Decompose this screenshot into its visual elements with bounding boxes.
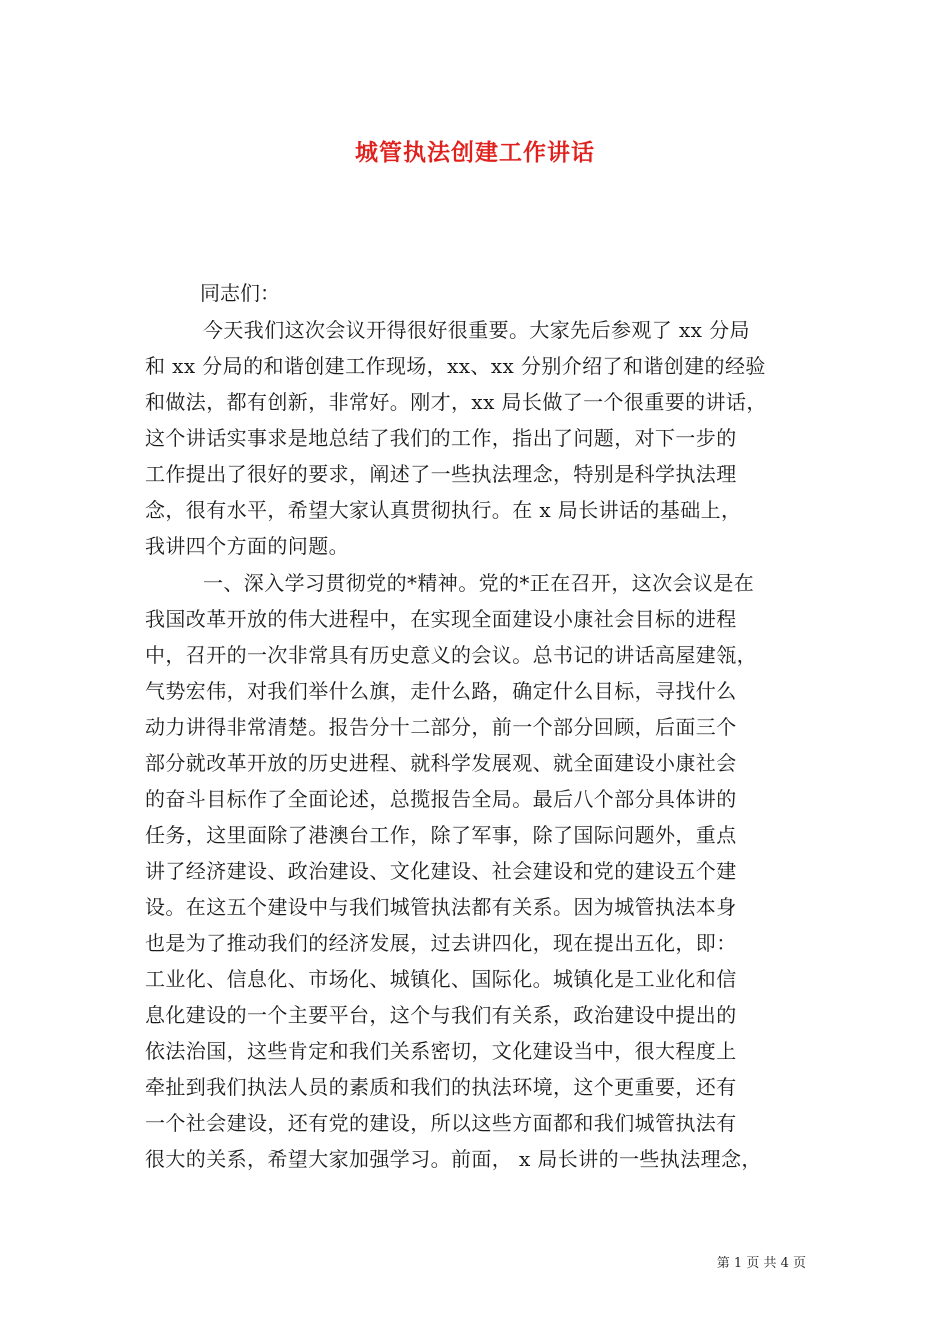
text-line: 一、深入学习贯彻党的*精神。党的*正在召开，这次会议是在 <box>203 571 755 595</box>
text-line: 工业化、信息化、市场化、城镇化、国际化。城镇化是工业化和信 <box>145 967 737 991</box>
text-line: 这个讲话实事求是地总结了我们的工作，指出了问题，对下一步的 <box>145 426 737 450</box>
text-line: 很大的关系，希望大家加强学习。前面， x 局长讲的一些执法理念， <box>145 1147 762 1171</box>
text-line: 讲了经济建设、政治建设、文化建设、社会建设和党的建设五个建 <box>145 859 737 883</box>
text-line: 也是为了推动我们的经济发展，过去讲四化，现在提出五化，即： <box>145 931 737 955</box>
text-line: 息化建设的一个主要平台，这个与我们有关系，政治建设中提出的 <box>145 1003 737 1027</box>
text-line: 念，很有水平，希望大家认真贯彻执行。在 x 局长讲话的基础上， <box>145 498 742 522</box>
text-line: 动力讲得非常清楚。报告分十二部分，前一个部分回顾，后面三个 <box>145 715 737 739</box>
text-line: 依法治国，这些肯定和我们关系密切，文化建设当中，很大程度上 <box>145 1039 737 1063</box>
text-line: 设。在这五个建设中与我们城管执法都有关系。因为城管执法本身 <box>145 895 737 919</box>
text-line: 气势宏伟，对我们举什么旗，走什么路，确定什么目标，寻找什么 <box>145 679 737 703</box>
text-line: 的奋斗目标作了全面论述，总揽报告全局。最后八个部分具体讲的 <box>145 787 737 811</box>
salutation: 同志们： <box>200 281 280 305</box>
text-line: 一个社会建设，还有党的建设，所以这些方面都和我们城管执法有 <box>145 1111 737 1135</box>
document-title: 城管执法创建工作讲话 <box>355 139 595 166</box>
text-line: 工作提出了很好的要求，阐述了一些执法理念，特别是科学执法理 <box>145 462 737 486</box>
text-line: 中，召开的一次非常具有历史意义的会议。总书记的讲话高屋建瓴， <box>145 643 757 667</box>
text-line: 和做法，都有创新，非常好。刚才，xx 局长做了一个很重要的讲话， <box>145 390 767 414</box>
text-line: 任务，这里面除了港澳台工作，除了军事，除了国际问题外，重点 <box>145 823 737 847</box>
text-line: 部分就改革开放的历史进程、就科学发展观、就全面建设小康社会 <box>145 751 737 775</box>
page-number: 第 1 页 共 4 页 <box>716 1256 806 1271</box>
text-line: 今天我们这次会议开得很好很重要。大家先后参观了 xx 分局 <box>203 318 750 342</box>
text-line: 和 xx 分局的和谐创建工作现场，xx、xx 分别介绍了和谐创建的经验 <box>145 354 766 378</box>
text-line: 我国改革开放的伟大进程中，在实现全面建设小康社会目标的进程 <box>145 607 737 631</box>
text-line: 我讲四个方面的问题。 <box>145 534 349 558</box>
text-line: 牵扯到我们执法人员的素质和我们的执法环境，这个更重要，还有 <box>145 1075 737 1099</box>
